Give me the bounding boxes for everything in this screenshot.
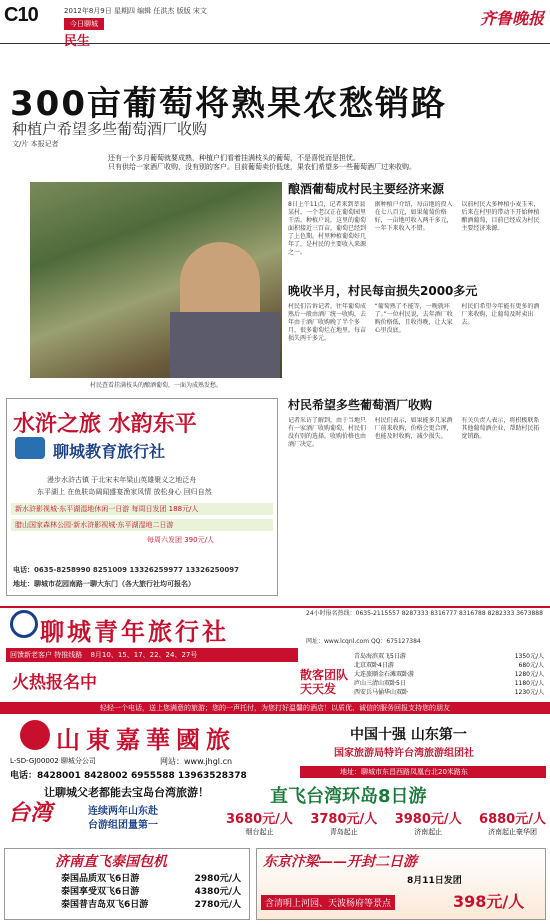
ad-headline: 山東嘉華國旅 [56,725,236,754]
license: L-SD-GJ00002 聊城分公司 [10,757,96,765]
ad-contact: 24小时报名热线：0635-2115557 8287333 8316777 8316788 8282333 3673888 [306,610,543,617]
price-value: 6880元/人 [479,812,546,827]
price-value: 3980元/人 [394,812,462,827]
farmer-body [170,312,280,378]
article-lead [108,154,490,172]
travel-logo-icon [15,437,45,459]
route-price: 680元/人 [518,662,544,669]
price-value: 3780元/人 [310,812,378,827]
route-row [354,670,544,679]
route-price: 1180元/人 [514,680,544,687]
ad-headline: 聊城青年旅行社 [40,618,229,646]
section-heading: 村民希望多些葡萄酒厂收购 [288,398,433,412]
lead-line: 还有一个多月葡萄就要成熟，种植户们看着挂满枝头的葡萄，不是喜悦而是担忧。 [108,154,360,162]
route-name: 庐山三清山双卧5日 [354,680,406,687]
ad-headline: 济南直飞泰国包机 [55,854,167,870]
ad-youth-travel [0,606,550,702]
slogan-bar: 轻轻一个电话，送上您满意的旅游；您的一声托付，为您打好温馨的酒店！以质优、诚信的服务回报支持您的朋友 [0,702,550,714]
jiahua-logo-icon [20,720,50,750]
price-value: 3680元/人 [226,812,293,827]
newspaper-logo: 齐鲁晚报 [479,9,544,28]
lead-line: 只有供给一家酒厂收购，没有别的客户。目前葡萄卖价低迷，果农们希望多一些葡萄酒厂过来收购。 [108,163,416,171]
route-row [61,886,241,899]
ad-price: 398元/人 [453,892,525,911]
route-row [354,661,544,670]
promo-bar [6,648,298,662]
route-name: 北京双卧4日游 [354,662,394,669]
ad-line: 东平湖上 在鱼肤岛阔闻盛宴渔家风情 放松身心 回归自然 [37,488,212,496]
article-column: 村民们表示，如果能多几家酒厂前来收购，价格会更合理，也能及时收购，减少损失。 [374,417,453,440]
article-photo [30,182,282,378]
section-heading: 晚收半月，村民每亩损失2000多元 [288,284,478,298]
price-place: 青岛起止 [329,828,358,836]
route-name: 西安兵马俑华山双卧 [354,689,409,696]
address-bar: 地址：聊城市东昌西路凤凰台北20米路东 [300,766,546,778]
ad-line: 每周六发团 390元/人 [147,536,214,544]
route-price: 1230元/人 [514,689,544,696]
slogan-top: 中国十强 山东第一 [350,727,467,743]
price-cell [395,808,462,837]
route-price: 2780元/人 [194,900,241,910]
article-section-3 [288,396,542,597]
article-column: 村民们希望今年能有更多的酒厂来收购，让葡萄及时卖出去。 [461,303,540,326]
ad-org: 聊城教育旅行社 [53,442,166,461]
route-row [61,899,241,912]
route-name: 青岛海滨双飞5日游 [354,653,406,660]
article-column: 以前村民大多种植小麦玉米，后来在村里的带动下开始种植酿酒葡萄，目前已经成为村民主要经济来源。 [461,201,540,232]
taiwan-word: 台湾 [8,800,53,826]
article-subtitle: 种植户希望多些葡萄酒厂收购 [12,120,208,138]
route-price: 4380元/人 [194,887,241,897]
ad-route-bar: 新水浒影视城·东平湖湿地休闲一日游 每周日发团 188元/人 [11,503,273,515]
ad-website: 网址：www.lcqnl.com QQ：675127384 [306,638,421,645]
route-name: 泰国品质双飞6日游 [61,874,140,884]
route-price: 1280元/人 [514,671,544,678]
price-place: 济南起止豪华团 [488,828,537,836]
ad-address: 地址：聊城市花园南路一聊大东门（各大旅行社均可报名） [13,580,195,588]
ad-desc: 含清明上河园、天波杨府等景点 [261,895,395,910]
taiwan-title: 直飞台湾环岛8日游 [270,786,427,807]
price-cell [310,808,377,837]
photo-caption: 村民查看挂满枝头的酿酒葡萄，一面为成熟发愁。 [89,382,222,389]
team-label: 散客团队 天天发 [300,668,349,696]
article-column: 记者采访了解到，由于当地只有一家酒厂收购葡萄，村民们没有别的选择，收购价格也由酒厂决定。 [288,417,367,448]
route-list [354,652,544,697]
route-row [61,873,241,886]
route-price: 2980元/人 [194,874,241,884]
article-section-1 [288,180,542,281]
price-row [226,808,546,837]
route-name: 泰国享受双飞6日游 [61,887,140,897]
article-column: 8日上午11点，记者来到莘县某村，一个老汉正在葡萄园里干活。种植户说，这里的葡萄面积接近三百亩，葡萄已经到了上色期。村里种植葡萄好几年了，是村民的主要收入来源之一。 [288,201,367,256]
section-title: 民生 [64,34,91,49]
price-place: 烟台起止 [245,828,274,836]
price-place: 济南起止 [414,828,443,836]
route-name: 泰国普吉岛双飞6日游 [61,900,149,910]
ad-phone: 电话：0635-8258990 8251009 13326259977 13326250097 [13,566,240,574]
article-author: 文/片 本报记者 [12,140,59,148]
ad-kaifeng [256,848,546,920]
route-price: 1350元/人 [514,653,544,660]
price-cell [479,808,546,837]
route-row [354,688,544,697]
depart-date: 8月11日发团 [407,876,462,886]
article-section-2 [288,282,542,377]
section-heading: 酿酒葡萄成村民主要经济来源 [288,182,445,196]
ad-route-bar: 腊山国家森林公园·新水浒影视城·东平湖湿地二日游 [11,519,273,531]
article-column: 据种植户介绍，每亩地的投入在七八百元，如果葡萄价格好，一亩地可收入两千多元，一年下来收入不错。 [374,201,453,232]
q-logo-icon [10,610,38,638]
page-header [0,0,550,49]
promo-label: 火热报名中 [12,673,97,693]
ad-headline: 水浒之旅 水韵东平 [13,411,197,437]
article-column: “葡萄熟了不能等，一晚就坏了。”一位村民说，去年酒厂收购价格低，且收得晚，让大家心里没底。 [374,303,453,334]
price-cell [226,808,293,837]
phone: 电话：8428001 8428002 6955588 13963528378 [10,771,247,781]
route-name: 大连旅顺金石滩双卧游 [354,671,415,678]
article-title: 300亩葡萄将熟果农愁销路 [10,84,447,124]
section-tag: 今日聊城 [64,18,104,30]
slogan-sub: 国家旅游局特许台湾旅游组团社 [334,748,474,759]
ad-bottom [0,844,550,924]
taiwan-invite: 让聊城父老都能去宝岛台湾旅游！ [44,786,209,799]
route-row [354,679,544,688]
route-row [354,652,544,661]
ad-line: 漫步水浒古镇 于北宋末年梁山英雄聚义之地泛舟 [47,476,197,484]
taiwan-line: 连续两年山东赴 [88,806,158,817]
promo-title: 回馈新老客户 特推线路 [10,651,83,659]
taiwan-line: 台游组团量第一 [88,820,158,831]
article-column: 有关负责人表示，将积极联系其他葡萄酒企业，帮助村民拓宽销路。 [461,417,540,440]
promo-dates: 8月10、15、17、22、24、27号 [90,651,198,659]
issue-info: 2012年8月9日 星期四 编辑 任洪杰 版版 宋文 [64,7,207,15]
website: 网站：www.jhgl.cn [160,757,233,766]
ad-headline: 东京汴梁——开封二日游 [263,854,417,870]
ad-thailand [4,848,250,920]
ad-education-travel [6,398,278,596]
article-column: 村民们告诉记者，往年葡萄成熟后一般由酒厂统一收购，去年由于酒厂收购晚了半个多月，很多葡萄烂在地里，每亩损失两千多元。 [288,303,367,342]
ad-jiahua-travel [0,716,550,842]
page-number: C10 [4,4,38,26]
route-list [61,873,241,912]
